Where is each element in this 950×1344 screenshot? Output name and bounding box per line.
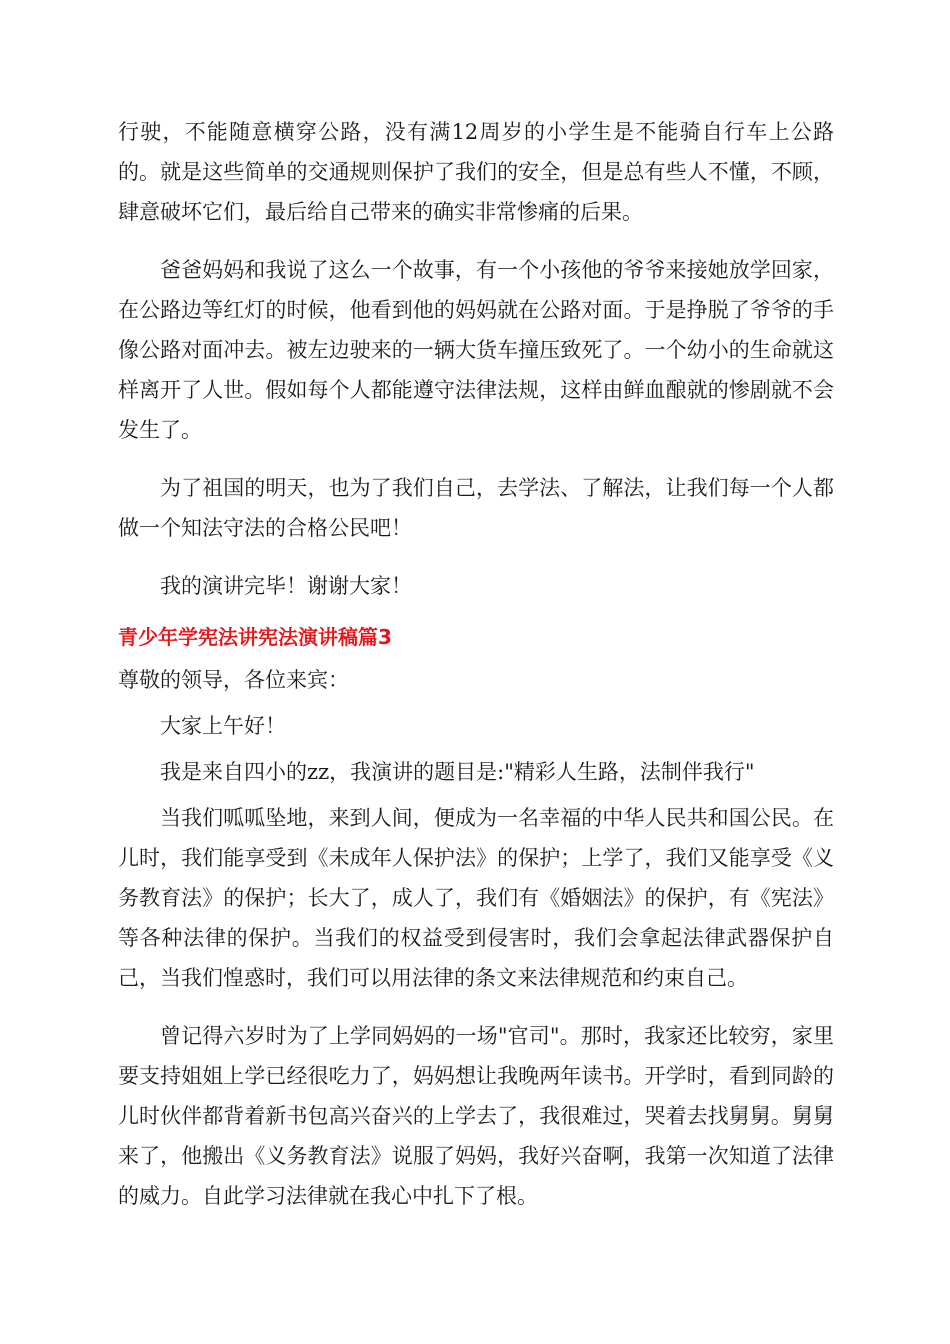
paragraph-call-to-action: 为了祖国的明天，也为了我们自己，去学法、了解法，让我们每一个人都做一个知法守法的合格公民吧！ bbox=[118, 476, 834, 540]
paragraph-closing: 我的演讲完毕！谢谢大家！ bbox=[160, 574, 412, 598]
document-page bbox=[118, 112, 834, 1216]
paragraph-laws: 当我们呱呱坠地，来到人间，便成为一名幸福的中华人民共和国公民。在儿时，我们能享受到《未成年人保护法》的保护；上学了，我们又能享受《义务教育法》的保护；长大了，成人了，我们有《婚姻法》的保护，有《宪法》等各种法律的保护。当我们的权益受到侵害时，我们会拿起法律武器保护自己，当我们惶惑时，我们可以用法律的条文来法律规范和约束自己。 bbox=[118, 806, 834, 990]
section-heading: 青少年学宪法讲宪法演讲稿篇3 bbox=[118, 625, 392, 649]
paragraph-greeting: 大家上午好！ bbox=[160, 714, 286, 738]
paragraph-intro: 我是来自四小的zz，我演讲的题目是:"精彩人生路，法制伴我行" bbox=[160, 760, 755, 784]
paragraph-story: 爸爸妈妈和我说了这么一个故事，有一个小孩他的爷爷来接她放学回家，在公路边等红灯的时候，他看到他的妈妈就在公路对面。于是挣脱了爷爷的手像公路对面冲去。被左边驶来的一辆大货车撞压致死了。一个幼小的生命就这样离开了人世。假如每个人都能遵守法律法规，这样由鲜血酿就的惨剧就不会发生了。 bbox=[118, 258, 834, 442]
paragraph-memory: 曾记得六岁时为了上学同妈妈的一场"官司"。那时，我家还比较穷，家里要支持姐姐上学已经很吃力了，妈妈想让我晚两年读书。开学时，看到同龄的儿时伙伴都背着新书包高兴奋兴的上学去了，我很难过，哭着去找舅舅。舅舅来了，他搬出《义务教育法》说服了妈妈，我好兴奋啊，我第一次知道了法律的威力。自此学习法律就在我心中扎下了根。 bbox=[118, 1024, 834, 1208]
salutation: 尊敬的领导，各位来宾： bbox=[118, 668, 349, 692]
paragraph-continuation: 行驶，不能随意横穿公路，没有满12周岁的小学生是不能骑自行车上公路的。就是这些简单的交通规则保护了我们的安全，但是总有些人不懂，不顾，肆意破坏它们，最后给自己带来的确实非常惨痛的后果。 bbox=[118, 120, 834, 224]
